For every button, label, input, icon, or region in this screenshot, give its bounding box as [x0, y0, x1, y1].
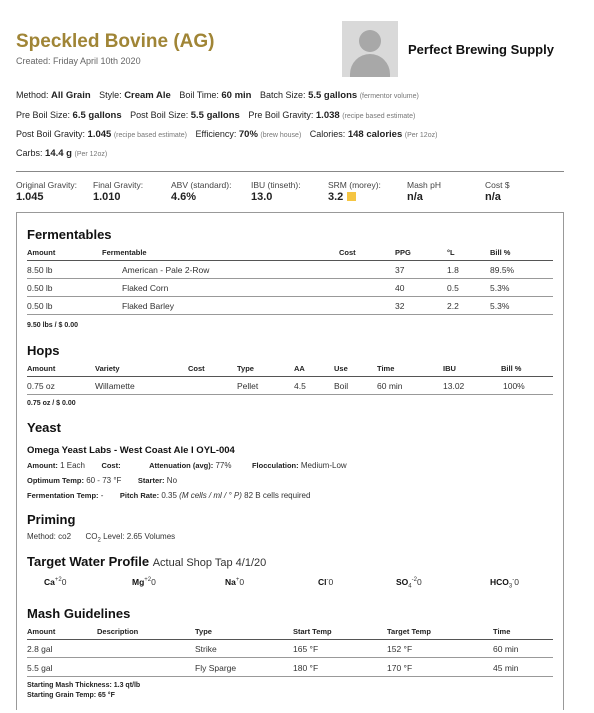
cell-start-temp: 180 °F	[293, 663, 319, 673]
meta-line-2	[16, 110, 415, 121]
efficiency-note: (brew house)	[260, 132, 302, 139]
calories-label: Calories:	[309, 129, 346, 139]
carbs-label: Carbs:	[16, 148, 43, 158]
cell-start-temp: 165 °F	[293, 644, 319, 654]
yeast-line-3	[27, 491, 310, 500]
cell-target-temp: 152 °F	[387, 644, 413, 654]
table-rule	[27, 314, 553, 315]
col-variety: Variety	[95, 364, 120, 373]
yeast-line-1	[27, 461, 347, 470]
col-description: Description	[97, 627, 139, 636]
stat-value: 1.045	[16, 191, 44, 203]
col-amount: Amount	[27, 627, 56, 636]
calories-value: 148 calories	[347, 129, 403, 140]
stat-label: SRM (morey):	[328, 180, 381, 190]
pre-boil-size-label: Pre Boil Size:	[16, 110, 71, 120]
stat-value: n/a	[485, 191, 501, 203]
stat-cost	[485, 180, 510, 203]
yeast-pitch-rate-value: 0.35	[161, 491, 177, 500]
col-target-temp: Target Temp	[387, 627, 431, 636]
cell-amount: 5.5 gal	[27, 663, 53, 673]
stat-label: Cost $	[485, 180, 510, 190]
ion-value: 0	[416, 577, 422, 587]
ion-magnesium	[132, 577, 156, 587]
cell-aa: 4.5	[294, 381, 306, 391]
table-rule	[27, 394, 553, 395]
ion-value: 0	[239, 577, 245, 587]
ion-symbol: Cl	[318, 577, 327, 587]
yeast-flocculation-label: Flocculation:	[251, 461, 299, 470]
cell-time: 45 min	[493, 663, 519, 673]
table-rule	[27, 376, 553, 377]
col-bill: Bill %	[501, 364, 522, 373]
table-rule	[27, 296, 553, 297]
yeast-heading: Yeast	[27, 420, 61, 435]
col-ibu: IBU	[443, 364, 456, 373]
priming-method-value: co2	[58, 532, 72, 541]
ion-charge: -	[326, 577, 329, 583]
efficiency-value: 70%	[238, 129, 258, 140]
stat-abv	[171, 180, 231, 203]
cell-use: Boil	[334, 381, 349, 391]
mash-thickness: Starting Mash Thickness: 1.3 qt/lb	[27, 682, 141, 689]
col-cost: Cost	[188, 364, 205, 373]
stat-value: 13.0	[251, 191, 273, 203]
cell-ibu: 13.02	[443, 381, 465, 391]
cell-lovibond: 2.2	[447, 301, 459, 311]
col-use: Use	[334, 364, 348, 373]
yeast-pitch-rate-cells: 82 B cells required	[244, 491, 311, 500]
hops-total: 0.75 oz / $ 0.00	[27, 400, 76, 407]
ion-value: 0	[328, 577, 334, 587]
yeast-optimum-temp-value: 60 - 73 °F	[86, 476, 122, 485]
hops-heading: Hops	[27, 343, 60, 358]
ion-symbol: HCO	[490, 577, 509, 587]
yeast-cost-label: Cost:	[101, 461, 121, 470]
col-type: Type	[237, 364, 254, 373]
col-fermentable: Fermentable	[102, 248, 147, 257]
water-profile-name: Actual Shop Tap 4/1/20	[152, 557, 267, 569]
cell-fermentable: Flaked Barley	[122, 301, 174, 311]
stat-value: 1.010	[93, 191, 121, 203]
cell-variety: Willamette	[95, 381, 135, 391]
yeast-attenuation-value: 77%	[215, 461, 232, 470]
yeast-starter-label: Starter:	[137, 476, 165, 485]
fermentables-header-row	[27, 248, 553, 264]
cell-amount: 0.50 lb	[27, 283, 53, 293]
cell-amount: 2.8 gal	[27, 644, 53, 654]
table-rule	[27, 657, 553, 658]
cell-amount: 0.75 oz	[27, 381, 55, 391]
ion-symbol: Ca	[44, 577, 55, 587]
ion-symbol: Mg	[132, 577, 145, 587]
stat-srm	[328, 180, 381, 203]
cell-lovibond: 0.5	[447, 283, 459, 293]
calories-note: (Per 12oz)	[404, 132, 438, 139]
ion-sulfate	[396, 577, 422, 590]
co2-label: CO	[85, 532, 98, 541]
col-lovibond: °L	[447, 248, 455, 257]
table-rule	[27, 639, 553, 640]
cell-time: 60 min	[377, 381, 403, 391]
cell-lovibond: 1.8	[447, 265, 459, 275]
post-boil-size-value: 5.5 gallons	[190, 110, 240, 121]
cell-ppg: 32	[395, 301, 405, 311]
yeast-optimum-temp-label: Optimum Temp:	[27, 476, 84, 485]
yeast-attenuation-label: Attenuation (avg):	[149, 461, 214, 470]
cell-time: 60 min	[493, 644, 519, 654]
hops-header-row	[27, 364, 553, 380]
yeast-amount-label: Amount:	[27, 461, 58, 470]
grain-temp: Starting Grain Temp: 65 °F	[27, 692, 115, 699]
priming-method-label: Method:	[27, 532, 56, 541]
col-amount: Amount	[27, 364, 56, 373]
stats-bar	[16, 180, 564, 208]
cell-fermentable: American - Pale 2-Row	[122, 265, 210, 275]
stat-label: Original Gravity:	[16, 180, 77, 190]
method-label: Method:	[16, 90, 49, 100]
cell-bill: 100%	[503, 381, 525, 391]
stat-label: ABV (standard):	[171, 180, 232, 190]
method-value: All Grain	[51, 90, 91, 101]
pre-boil-size-value: 6.5 gallons	[72, 110, 122, 121]
col-start-temp: Start Temp	[293, 627, 332, 636]
stat-value-wrap	[328, 191, 381, 203]
ion-charge: +2	[54, 577, 62, 583]
stat-label: Final Gravity:	[93, 180, 144, 190]
stat-label: Mash pH	[407, 180, 442, 190]
style-value: Cream Ale	[124, 90, 171, 101]
yeast-starter-value: No	[166, 476, 178, 485]
cell-fermentable: Flaked Corn	[122, 283, 169, 293]
ion-symbol: SO	[396, 577, 409, 587]
mash-header-row	[27, 627, 553, 643]
water-ions-row	[27, 577, 553, 591]
ion-value: 0	[151, 577, 156, 587]
ion-chloride	[318, 577, 334, 587]
cell-target-temp: 170 °F	[387, 663, 413, 673]
stat-ibu	[251, 180, 301, 203]
ion-subscript: 4	[408, 583, 412, 590]
mash-heading: Mash Guidelines	[27, 606, 131, 621]
fermentables-total: 9.50 lbs / $ 0.00	[27, 322, 78, 329]
post-boil-gravity-value: 1.045	[87, 129, 112, 140]
created-date: Created: Friday April 10th 2020	[16, 56, 141, 66]
meta-line-1	[16, 90, 419, 101]
ion-charge: +2	[144, 577, 152, 583]
stat-value: 3.2	[328, 191, 344, 203]
ion-bicarbonate	[490, 577, 519, 590]
pre-boil-gravity-value: 1.038	[315, 110, 340, 121]
meta-line-3	[16, 129, 437, 140]
stat-value: n/a	[407, 191, 423, 203]
fermentables-heading: Fermentables	[27, 227, 112, 242]
ion-value: 0	[514, 577, 519, 587]
water-heading	[27, 554, 266, 569]
cell-bill: 5.3%	[490, 301, 510, 311]
batch-size-label: Batch Size:	[260, 90, 306, 100]
col-time: Time	[377, 364, 395, 373]
cell-amount: 8.50 lb	[27, 265, 53, 275]
col-time: Time	[493, 627, 511, 636]
pre-boil-gravity-label: Pre Boil Gravity:	[248, 110, 314, 120]
col-ppg: PPG	[395, 248, 411, 257]
ion-sodium	[225, 577, 245, 587]
cell-type: Fly Sparge	[195, 663, 237, 673]
post-boil-gravity-label: Post Boil Gravity:	[16, 129, 86, 139]
yeast-line-2	[27, 476, 177, 485]
boil-time-value: 60 min	[221, 90, 252, 101]
cell-amount: 0.50 lb	[27, 301, 53, 311]
yeast-pitch-rate-label: Pitch Rate:	[119, 491, 160, 500]
meta-line-4	[16, 148, 107, 159]
priming-heading: Priming	[27, 512, 76, 527]
table-rule	[27, 260, 553, 261]
stat-mash-ph	[407, 180, 441, 203]
divider	[16, 171, 564, 172]
srm-color-swatch	[347, 192, 356, 201]
batch-size-value: 5.5 gallons	[308, 90, 358, 101]
co2-level-label: Level:	[103, 532, 125, 541]
yeast-pitch-rate-units: (M cells / ml / ° P)	[179, 491, 242, 500]
water-title: Target Water Profile	[27, 554, 150, 569]
col-aa: AA	[294, 364, 305, 373]
stat-value: 4.6%	[171, 191, 197, 203]
avatar-body-icon	[350, 54, 390, 77]
cell-type: Pellet	[237, 381, 259, 391]
cell-bill: 89.5%	[490, 265, 515, 275]
cell-ppg: 37	[395, 265, 405, 275]
cell-ppg: 40	[395, 283, 405, 293]
stat-og	[16, 180, 77, 203]
carbs-note: (Per 12oz)	[74, 151, 108, 158]
stat-label: IBU (tinseth):	[251, 180, 301, 190]
ion-charge: -	[512, 577, 515, 583]
brewery-name: Perfect Brewing Supply	[408, 42, 554, 57]
table-rule	[27, 278, 553, 279]
col-bill: Bill %	[490, 248, 511, 257]
post-boil-gravity-note: (recipe based estimate)	[113, 132, 187, 139]
pre-boil-gravity-note: (recipe based estimate)	[342, 113, 416, 120]
ion-charge: -2	[411, 577, 417, 583]
co2-level-value: 2.65 Volumes	[126, 532, 176, 541]
cell-type: Strike	[195, 644, 217, 654]
ion-charge: +	[235, 577, 240, 583]
col-cost: Cost	[339, 248, 356, 257]
priming-line	[27, 532, 175, 544]
ion-symbol: Na	[225, 577, 236, 587]
cell-bill: 5.3%	[490, 283, 510, 293]
recipe-details-panel	[16, 212, 564, 710]
col-amount: Amount	[27, 248, 56, 257]
efficiency-label: Efficiency:	[195, 129, 237, 139]
boil-time-label: Boil Time:	[179, 90, 219, 100]
yeast-amount-value: 1 Each	[60, 461, 85, 470]
style-label: Style:	[99, 90, 122, 100]
avatar	[342, 21, 398, 77]
ion-subscript: 3	[508, 583, 513, 590]
batch-size-note: (fermentor volume)	[359, 93, 419, 100]
yeast-name: Omega Yeast Labs - West Coast Ale I OYL-004	[27, 445, 235, 456]
yeast-fermentation-temp-value: -	[100, 491, 104, 500]
yeast-flocculation-value: Medium-Low	[300, 461, 347, 470]
avatar-head-icon	[359, 30, 381, 52]
recipe-title: Speckled Bovine (AG)	[16, 31, 215, 52]
ion-value: 0	[61, 577, 67, 587]
co2-subscript: 2	[97, 537, 101, 544]
stat-fg	[93, 180, 143, 203]
table-rule	[27, 676, 553, 677]
col-type: Type	[195, 627, 212, 636]
carbs-value: 14.4 g	[45, 148, 72, 159]
post-boil-size-label: Post Boil Size:	[130, 110, 189, 120]
ion-calcium	[44, 577, 67, 587]
yeast-fermentation-temp-label: Fermentation Temp:	[27, 491, 99, 500]
